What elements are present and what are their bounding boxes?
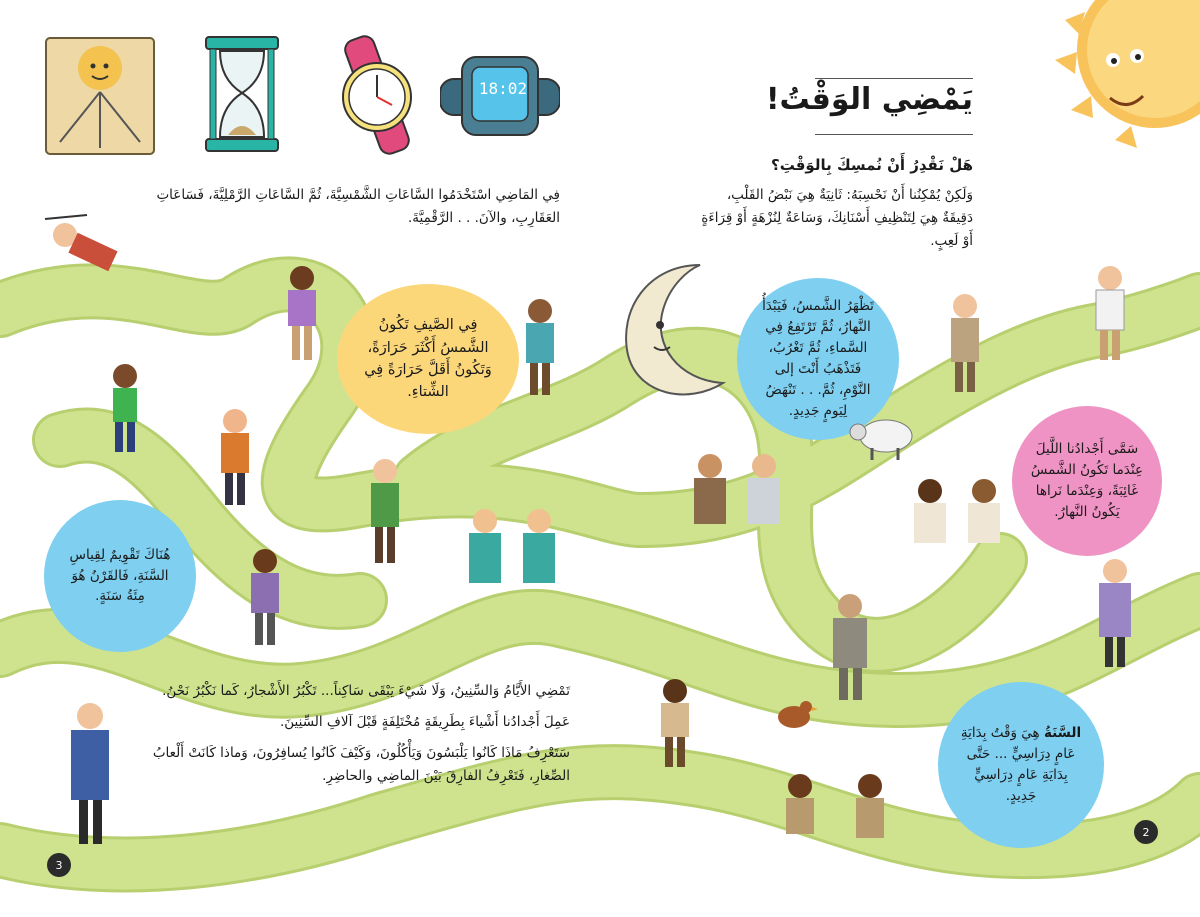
hourglass-icon (202, 35, 282, 155)
child-figure (55, 700, 125, 860)
child-figure (235, 545, 295, 655)
bubble-calendar-text: هُنَاكَ تَقْوِيمٌ لِقِياسِ السَّنَةِ، فَالقَرْنُ هُوَ مِئَةُ سَنَةٍ. (69, 546, 171, 605)
child-figure (455, 505, 575, 625)
intro-line: دَقِيقَةٌ هِيَ لِتَنْظِيفِ أَسْنَانِكَ، وَسَاعَةٌ لِنُزْهَةٍ أَوْ قِرَاءَةٍ أَوْ لَعِبٍ. (701, 209, 973, 249)
bubble-ancestors (1012, 406, 1162, 556)
child-figure (645, 675, 705, 785)
moon-illustration (608, 255, 748, 405)
flying-child-figure (35, 205, 145, 305)
clocks-line: العَقَارِبِ، والآنَ. . . الرَّقْمِيَّةَ. (407, 209, 560, 226)
child-figure (680, 450, 800, 560)
bubble-year-rest: هِيَ وَقْتُ بِدَايَةِ عَامٍ دِرَاسِيٍّ ... حَتَّى بِدَايَةِ عَامٍ دِرَاسِيٍّ جَدِيدٍ. (960, 725, 1076, 804)
bubble-year-text (958, 723, 1084, 807)
bubble-year-bold: السَّنَةُ (1043, 725, 1082, 742)
title-rule-bottom (815, 134, 973, 135)
child-figure (1085, 555, 1145, 675)
bubble-summer-text: فِي الصَّيفِ تَكُونُ الشَّمسُ أَكْثَرَ حَرَارَةً، وَتَكُونُ أَقَلَّ حَرَارَةً فِي الشِّتاءِ. (364, 317, 492, 401)
child-figure (510, 295, 570, 405)
child-figure (355, 455, 415, 575)
bubble-calendar (44, 500, 196, 652)
bottom-line: عَمِلَ أَجْدادُنا أَشْياءَ بِطَرِيقَةٍ مُخْتَلِفَةٍ قَبْلَ آلافِ السِّنِينَ. (279, 713, 570, 730)
bubble-year (938, 682, 1104, 848)
digital-watch-icon (440, 45, 560, 155)
sheep-icon (848, 412, 918, 462)
page-number-left: 3 (47, 853, 71, 877)
child-figure (815, 590, 885, 710)
bottom-line: سَتَعْرِفُ مَاذَا كَانُوا يَلْبَسُونَ وَيَأْكُلُونَ، وَكَيْفَ كَانُوا يُسافِرُونَ، وَماذا كَانَتْ أَلْعابُ الصِّغارِ، فَتَعْرِفُ الفارِقَ بَيْنَ الماضِي والحاضِرِ. (152, 744, 570, 784)
child-figure (272, 262, 332, 372)
clocks-paragraph (120, 184, 560, 230)
bubble-day-text: تَظْهَرُ الشَّمسُ، فَيَبْدَأُ النَّهارُ، ثُمَّ تَرْتَفِعُ فِي السَّماءِ، ثُمَّ تَغْرُبُ، فَتَذْهَبُ أَنْتَ إلى النَّوْمِ، ثُمَّ. . . تَنْهَضُ لِيَومٍ جَدِيدٍ. (762, 298, 874, 419)
bubble-summer (337, 284, 519, 434)
bottom-line: تَمْضِي الأَيَّامُ وَالسِّنِينُ، وَلَا شَيْءَ يَبْقَى سَاكِناً... تَكْبُرُ الأَشْجارُ، كَما نَكْبُرُ نَحْنُ. (162, 683, 570, 699)
page-number-right: 2 (1134, 820, 1158, 844)
page-title: يَمْضِي الوَقْتُ! (765, 82, 973, 117)
intro-paragraph (700, 184, 973, 253)
sundial-icon (40, 22, 160, 162)
intro-question: هَلْ نَقْدِرُ أَنْ نُمسِكَ بِالوَقْتِ؟ (771, 156, 973, 174)
digital-watch-display: 18:02 (478, 79, 528, 98)
child-figure (935, 290, 995, 400)
chicken-icon (768, 695, 818, 735)
child-figure (205, 405, 265, 515)
child-figure (770, 770, 910, 890)
wristwatch-icon (322, 35, 432, 155)
child-figure (1080, 262, 1140, 372)
child-figure (900, 475, 1020, 585)
bottom-paragraph (140, 680, 570, 788)
sun-illustration (1035, 0, 1200, 170)
bubble-ancestors-text: سَمَّى أَجْدادُنا اللَّيلَ عِنْدَما تَكُونُ الشَّمسُ غَائِبَةً، وَعِنْدَما نَراها يَكُونُ النَّهارُ. (1030, 441, 1144, 520)
intro-line: وَلَكِنْ يُمْكِنُنا أَنْ نَحْسِبَهُ: ثَانِيَةٌ هِيَ نَبْضُ القَلْبِ، (726, 187, 973, 203)
child-figure (95, 360, 155, 460)
title-rule-top (815, 78, 973, 79)
clocks-line: فِي المَاضِي اسْتَخْدَمُوا السَّاعَاتِ الشَّمْسِيَّةَ، ثُمَّ السَّاعَاتِ الرَّمْلِيَّةَ، فَسَاعَاتِ (156, 187, 560, 203)
